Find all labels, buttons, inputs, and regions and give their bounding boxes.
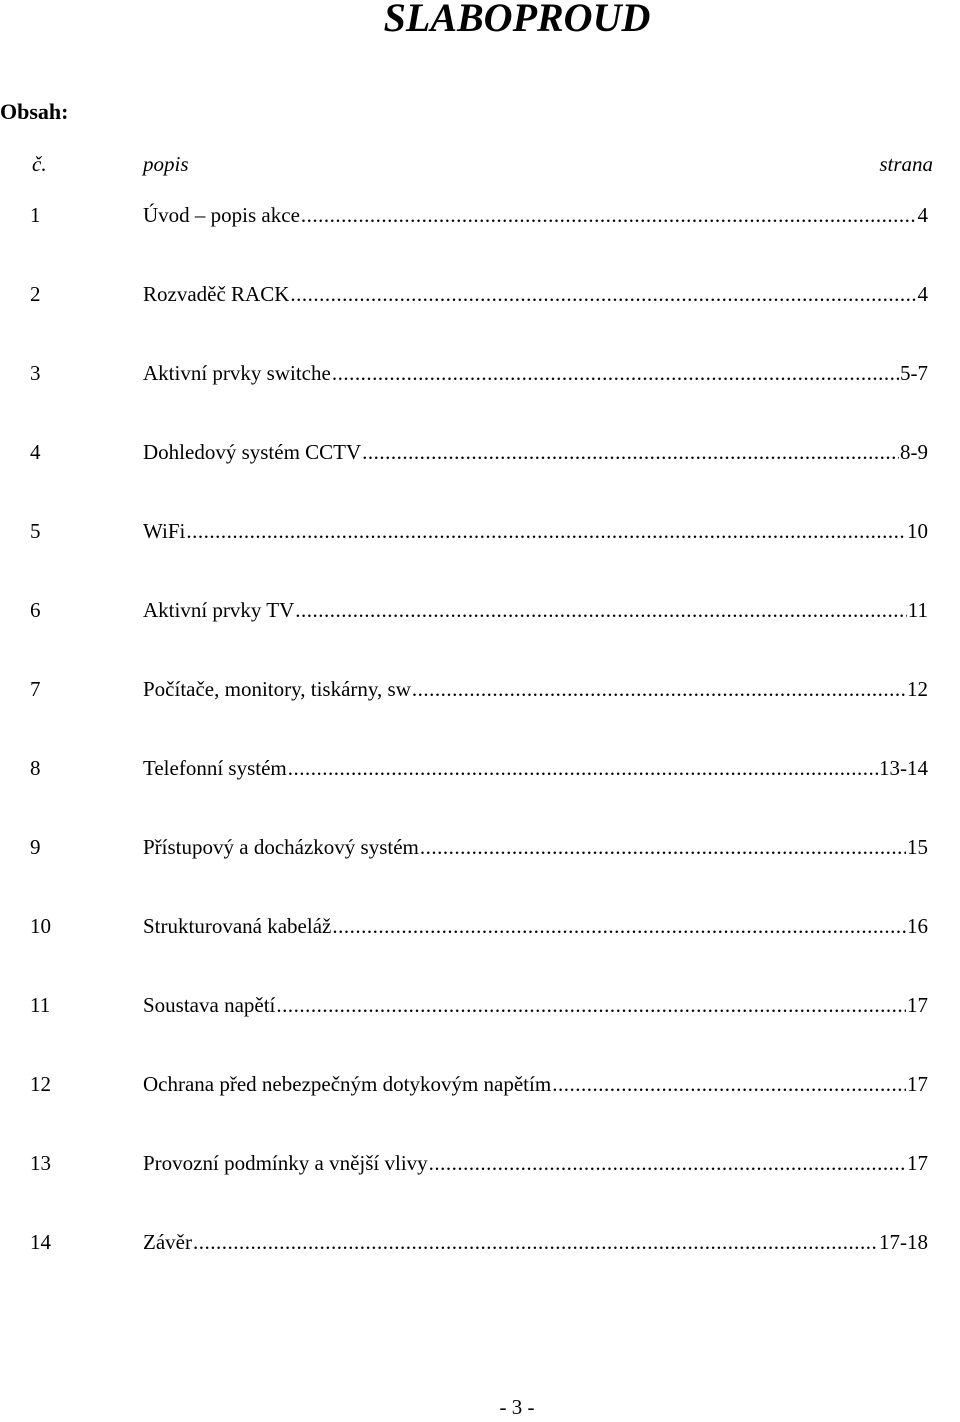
dot-leader — [276, 990, 906, 1020]
document-title: SLABOPROUD — [383, 0, 651, 40]
toc-entry-number: 1 — [30, 203, 41, 227]
toc-entry-number: 14 — [30, 1230, 51, 1254]
toc-entry[interactable] — [0, 1227, 960, 1306]
toc-entry-number: 10 — [30, 914, 51, 938]
toc-entry-page: 17 — [907, 1151, 928, 1175]
toc-entry[interactable] — [0, 1148, 960, 1227]
toc-entry-line — [143, 200, 928, 230]
toc-header-page: strana — [879, 152, 933, 176]
toc-entry-description: Počítače, monitory, tiskárny, sw — [143, 677, 411, 701]
toc-entry-description: WiFi — [143, 519, 186, 543]
toc-entry-line — [143, 753, 928, 783]
toc-entry[interactable] — [0, 1069, 960, 1148]
toc-entry-line — [143, 1069, 928, 1099]
toc-entry-page: 8-9 — [900, 440, 928, 464]
toc-entry-description: Provozní podmínky a vnější vlivy — [143, 1151, 428, 1175]
toc-entry-description: Telefonní systém — [143, 756, 287, 780]
toc-entry-page: 11 — [907, 598, 928, 622]
toc-entry-number: 6 — [30, 598, 41, 622]
toc-entry[interactable] — [0, 832, 960, 911]
toc-entry-number: 8 — [30, 756, 41, 780]
toc-entry-page: 4 — [917, 203, 928, 227]
toc-entry-page: 17 — [907, 1072, 928, 1096]
toc-entry-line — [143, 358, 928, 388]
dot-leader — [288, 753, 878, 783]
toc-entry-description: Soustava napětí — [143, 993, 276, 1017]
dot-leader — [552, 1069, 906, 1099]
toc-entry-page: 13-14 — [879, 756, 928, 780]
toc-entry[interactable] — [0, 516, 960, 595]
toc-entry-line — [143, 1227, 928, 1257]
toc-entry-number: 9 — [30, 835, 41, 859]
toc-entry-line — [143, 990, 928, 1020]
toc-entry-page: 5-7 — [900, 361, 928, 385]
toc-entry-page: 17 — [907, 993, 928, 1017]
dot-leader — [429, 1148, 906, 1178]
toc-entry-number: 3 — [30, 361, 41, 385]
toc-entry-description: Závěr — [143, 1230, 192, 1254]
toc-entry-page: 15 — [907, 835, 928, 859]
toc-entry[interactable] — [0, 990, 960, 1069]
toc-entry[interactable] — [0, 358, 960, 437]
toc-entry-line — [143, 279, 928, 309]
toc-entry-page: 10 — [907, 519, 928, 543]
toc-entry-line — [143, 911, 928, 941]
toc-entry-line — [143, 516, 928, 546]
toc-entry-number: 5 — [30, 519, 41, 543]
dot-leader — [420, 832, 906, 862]
toc-entry-line — [143, 674, 928, 704]
toc-entry-page: 17-18 — [879, 1230, 928, 1254]
toc-entry-number: 4 — [30, 440, 41, 464]
dot-leader — [362, 437, 899, 467]
dot-leader — [186, 516, 906, 546]
toc-entry-line — [143, 595, 928, 625]
toc-entry-description: Aktivní prvky TV — [143, 598, 295, 622]
contents-label: Obsah: — [0, 99, 69, 124]
toc-entry[interactable] — [0, 911, 960, 990]
toc-entry-description: Dohledový systém CCTV — [143, 440, 362, 464]
toc-entry[interactable] — [0, 437, 960, 516]
toc-entry-number: 7 — [30, 677, 41, 701]
toc-entry[interactable] — [0, 674, 960, 753]
toc-entry-page: 12 — [907, 677, 928, 701]
toc-entry-number: 2 — [30, 282, 41, 306]
toc-entry-line — [143, 832, 928, 862]
dot-leader — [193, 1227, 878, 1257]
page-number: - 3 - — [499, 1395, 535, 1419]
dot-leader — [332, 358, 899, 388]
toc-entry[interactable] — [0, 279, 960, 358]
toc-header-description: popis — [143, 152, 189, 176]
toc-entry-page: 16 — [907, 914, 928, 938]
table-of-contents — [0, 200, 960, 1306]
toc-entry-description: Rozvaděč RACK — [143, 282, 290, 306]
toc-header — [0, 149, 960, 179]
toc-entry-number: 13 — [30, 1151, 51, 1175]
toc-entry-page: 4 — [917, 282, 928, 306]
dot-leader — [301, 200, 917, 230]
dot-leader — [412, 674, 906, 704]
toc-entry-description: Ochrana před nebezpečným dotykovým napětím — [143, 1072, 552, 1096]
toc-entry-number: 11 — [30, 993, 51, 1017]
toc-entry-line — [143, 437, 928, 467]
dot-leader — [290, 279, 916, 309]
dot-leader — [332, 911, 906, 941]
toc-entry[interactable] — [0, 200, 960, 279]
toc-entry-number: 12 — [30, 1072, 51, 1096]
toc-header-number: č. — [32, 152, 47, 176]
toc-entry-description: Aktivní prvky switche — [143, 361, 331, 385]
toc-entry-description: Přístupový a docházkový systém — [143, 835, 419, 859]
dot-leader — [295, 595, 906, 625]
toc-entry-description: Strukturovaná kabeláž — [143, 914, 332, 938]
toc-entry[interactable] — [0, 595, 960, 674]
toc-entry[interactable] — [0, 753, 960, 832]
toc-entry-line — [143, 1148, 928, 1178]
toc-entry-description: Úvod – popis akce — [143, 203, 300, 227]
